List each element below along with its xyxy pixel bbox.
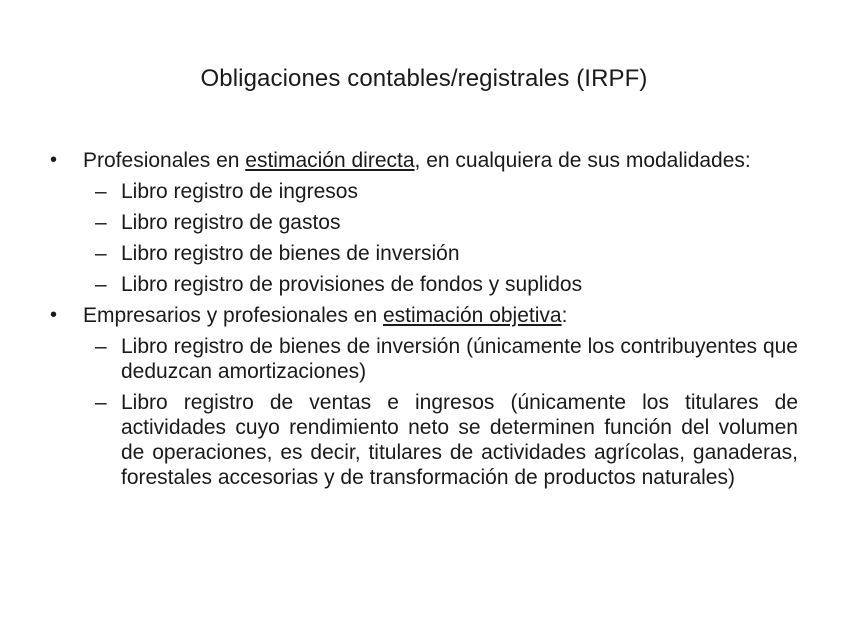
bullet-text-post: : bbox=[561, 304, 568, 327]
underlined-term: estimación directa bbox=[245, 149, 415, 172]
bullet-item bbox=[50, 303, 798, 328]
sub-bullet-item bbox=[95, 210, 798, 235]
slide-title: Obligaciones contables/registrales (IRPF) bbox=[200, 65, 648, 92]
bullet-text-pre: Profesionales en bbox=[83, 149, 246, 172]
dash-marker: – bbox=[95, 180, 107, 203]
sub-bullet-text: Libro registro de ventas e ingresos (únicamente los titulares de actividades cuyo rendimiento neto se determinen función del volumen de operaciones, es decir, titulares de actividades agrícolas, ganaderas, forestales accesorias y de transformación de productos naturales) bbox=[121, 391, 798, 489]
dash-marker: – bbox=[95, 242, 107, 265]
sub-bullet-item bbox=[95, 241, 798, 266]
dash-marker: – bbox=[95, 391, 107, 414]
bullet-text-pre: Empresarios y profesionales en bbox=[83, 304, 383, 327]
sub-bullet-item bbox=[95, 272, 798, 297]
dash-marker: – bbox=[95, 335, 107, 358]
bullet-text-post: , en cualquiera de sus modalidades: bbox=[414, 149, 751, 172]
dash-marker: – bbox=[95, 211, 107, 234]
sub-bullet-item bbox=[95, 390, 798, 490]
sub-bullet-text: Libro registro de provisiones de fondos y suplidos bbox=[121, 273, 583, 296]
dash-marker: – bbox=[95, 273, 107, 296]
sub-bullet-item bbox=[95, 334, 798, 384]
sub-bullet-text: Libro registro de ingresos bbox=[121, 180, 358, 203]
sub-bullet-text: Libro registro de gastos bbox=[121, 211, 341, 234]
bullet-item bbox=[50, 148, 798, 173]
sub-bullet-item bbox=[95, 179, 798, 204]
bullet-marker: • bbox=[50, 149, 58, 171]
underlined-term: estimación objetiva bbox=[382, 304, 562, 327]
sub-bullet-text: Libro registro de bienes de inversión bbox=[121, 242, 460, 265]
bullet-list bbox=[50, 148, 798, 496]
bullet-marker: • bbox=[50, 304, 58, 326]
sub-bullet-text: Libro registro de bienes de inversión (únicamente los contribuyentes que deduzcan amortizaciones) bbox=[121, 335, 798, 383]
